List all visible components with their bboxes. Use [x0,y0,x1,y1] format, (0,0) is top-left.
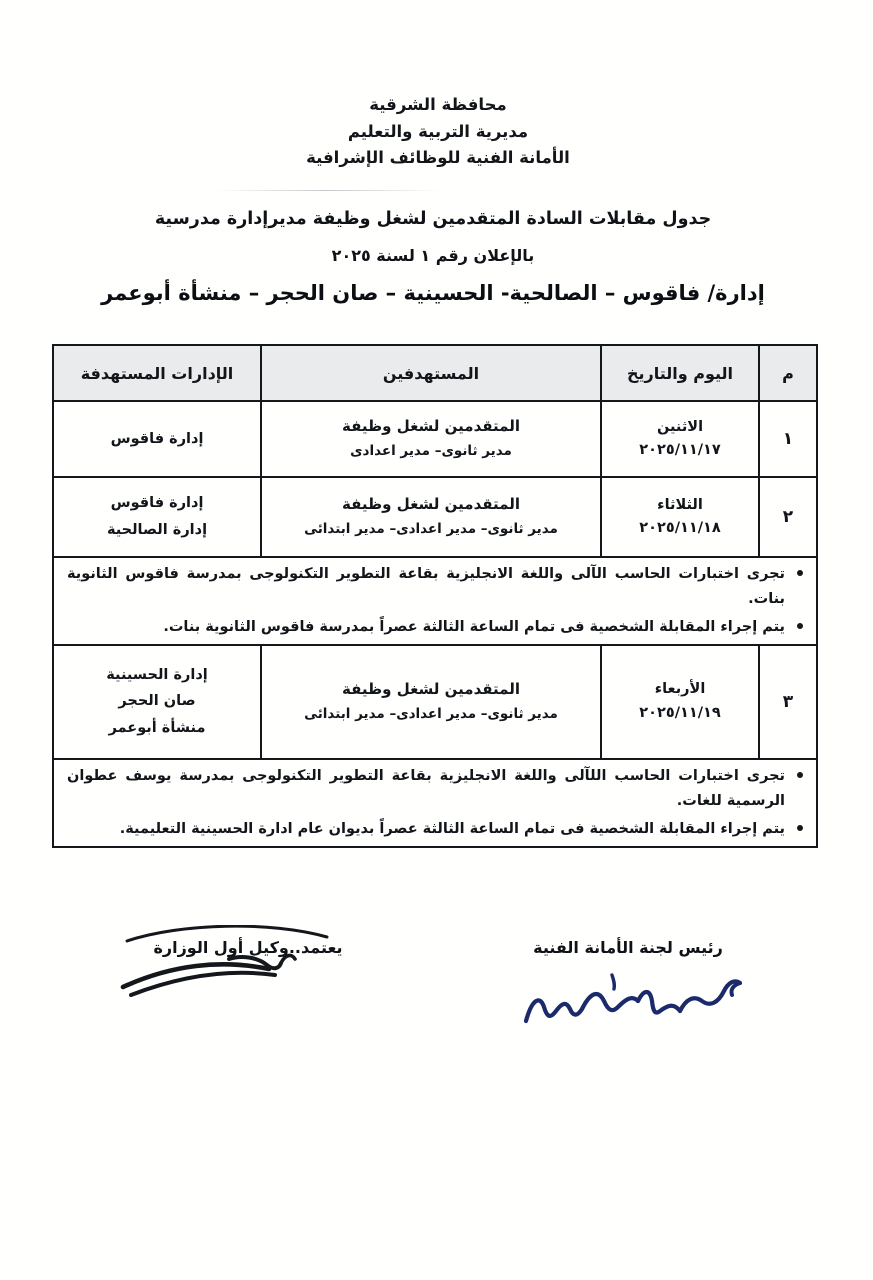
bullet-icon [797,772,803,778]
scan-artifacts [0,1030,873,1100]
department-item: إدارة فاقوس [110,430,204,447]
notes-row [53,557,817,645]
letterhead-governorate: محافظة الشرقية [369,95,507,114]
header-no: م [759,345,817,401]
notes-block-2 [53,759,817,847]
letterhead-directorate: مديرية التربية والتعليم [347,121,529,141]
department-item: إدارة الحسينية [106,666,208,683]
row-date [601,645,759,759]
bullet-icon [797,623,803,629]
handwritten-signature-icon [478,959,778,1031]
row-date-value: ٢٠٢٥/١١/١٨ [639,520,721,536]
bullet-icon [797,570,803,576]
row-departments [53,401,261,477]
row-target-main: المتقدمين لشغل وظيفة [342,680,520,699]
row-targets [261,477,601,557]
row-date-value: ٢٠٢٥/١١/١٩ [639,704,721,721]
notes-block-1 [53,557,817,645]
row-target-main: المتقدمين لشغل وظيفة [342,417,520,436]
note-item [67,764,785,814]
note-item [67,615,785,640]
table-row [53,477,817,557]
row-date-value: ٢٠٢٥/١١/١٧ [639,442,721,458]
signature-undersecretary [93,938,403,1031]
row-target-sub: مدير ثانوى– مدير اعدادى [350,443,512,460]
department-item: صان الحجر [118,693,196,710]
signature-committee-head [478,938,778,1031]
row-day: الأربعاء [654,681,706,698]
department-item: منشأة أبوعمر [108,720,206,737]
note-text: يتم إجراء المقابلة الشخصية فى تمام الساعة الثالثة عصراً بديوان عام ادارة الحسينية التعليمية. [119,820,785,837]
note-item [67,817,785,842]
letterhead-department: الأمانة الفنية للوظائف الإشرافية [306,148,570,168]
note-text: يتم إجراء المقابلة الشخصية فى تمام الساعة الثالثة عصراً بمدرسة فاقوس الثانوية بنات. [163,618,785,635]
notes-list [59,562,811,640]
note-text: تجرى اختبارات الحاسب الآلى واللغة الانجليزية بقاعة التطوير التكنولوجى بمدرسة فاقوس الثانوية بنات. [67,566,785,607]
signature-label: رئيس لجنة الأمانة الفنية [533,938,723,957]
notes-list [59,764,811,842]
table-row [53,645,817,759]
row-date [601,401,759,477]
letterhead [93,92,783,172]
row-number: ١ [759,401,817,477]
schedule-table [52,344,818,848]
table-header-row [53,345,817,401]
row-target-main: المتقدمين لشغل وظيفة [342,495,520,514]
note-text: تجرى اختبارات الحاسب اللآلى واللغة الانجليزية بقاعة التطوير التكنولوجى بمدرسة يوسف عطوان الرسمية للغات. [67,767,785,809]
note-item [67,562,785,612]
row-number: ٣ [759,645,817,759]
signature-label: يعتمد..وكيل أول الوزارة [153,938,343,957]
row-target-sub: مدير ثانوى– مدير اعدادى– مدير ابتدائى [304,521,558,538]
notes-row [53,759,817,847]
approval-signature-icon [93,959,403,1031]
row-day: الاثنين [656,418,704,435]
letterhead-divider [213,190,443,191]
scope-line: إدارة/ فاقوس – الصالحية- الحسينية – صان الحجر – منشأة أبوعمر [101,281,765,305]
page-title: جدول مقابلات السادة المتقدمين لشغل وظيفة مديرإدارة مدرسية [154,209,712,229]
row-number: ٢ [759,477,817,557]
header-departments: الإدارات المستهدفة [53,345,261,401]
header-targets: المستهدفين [261,345,601,401]
row-departments [53,645,261,759]
table-row [53,401,817,477]
row-departments [53,477,261,557]
schedule-table-wrapper [54,344,818,848]
row-date [601,477,759,557]
announcement-subtitle: بالإعلان رقم ١ لسنة ٢٠٢٥ [331,246,535,265]
bullet-icon [797,825,803,831]
row-targets [261,401,601,477]
row-target-sub: مدير ثانوى– مدير اعدادى– مدير ابتدائى [304,706,558,723]
header-date: اليوم والتاريخ [601,345,759,401]
department-item: إدارة الصالحية [106,522,208,538]
row-day: الثلاثاء [657,496,703,513]
department-item: إدارة فاقوس [110,495,204,512]
row-targets [261,645,601,759]
